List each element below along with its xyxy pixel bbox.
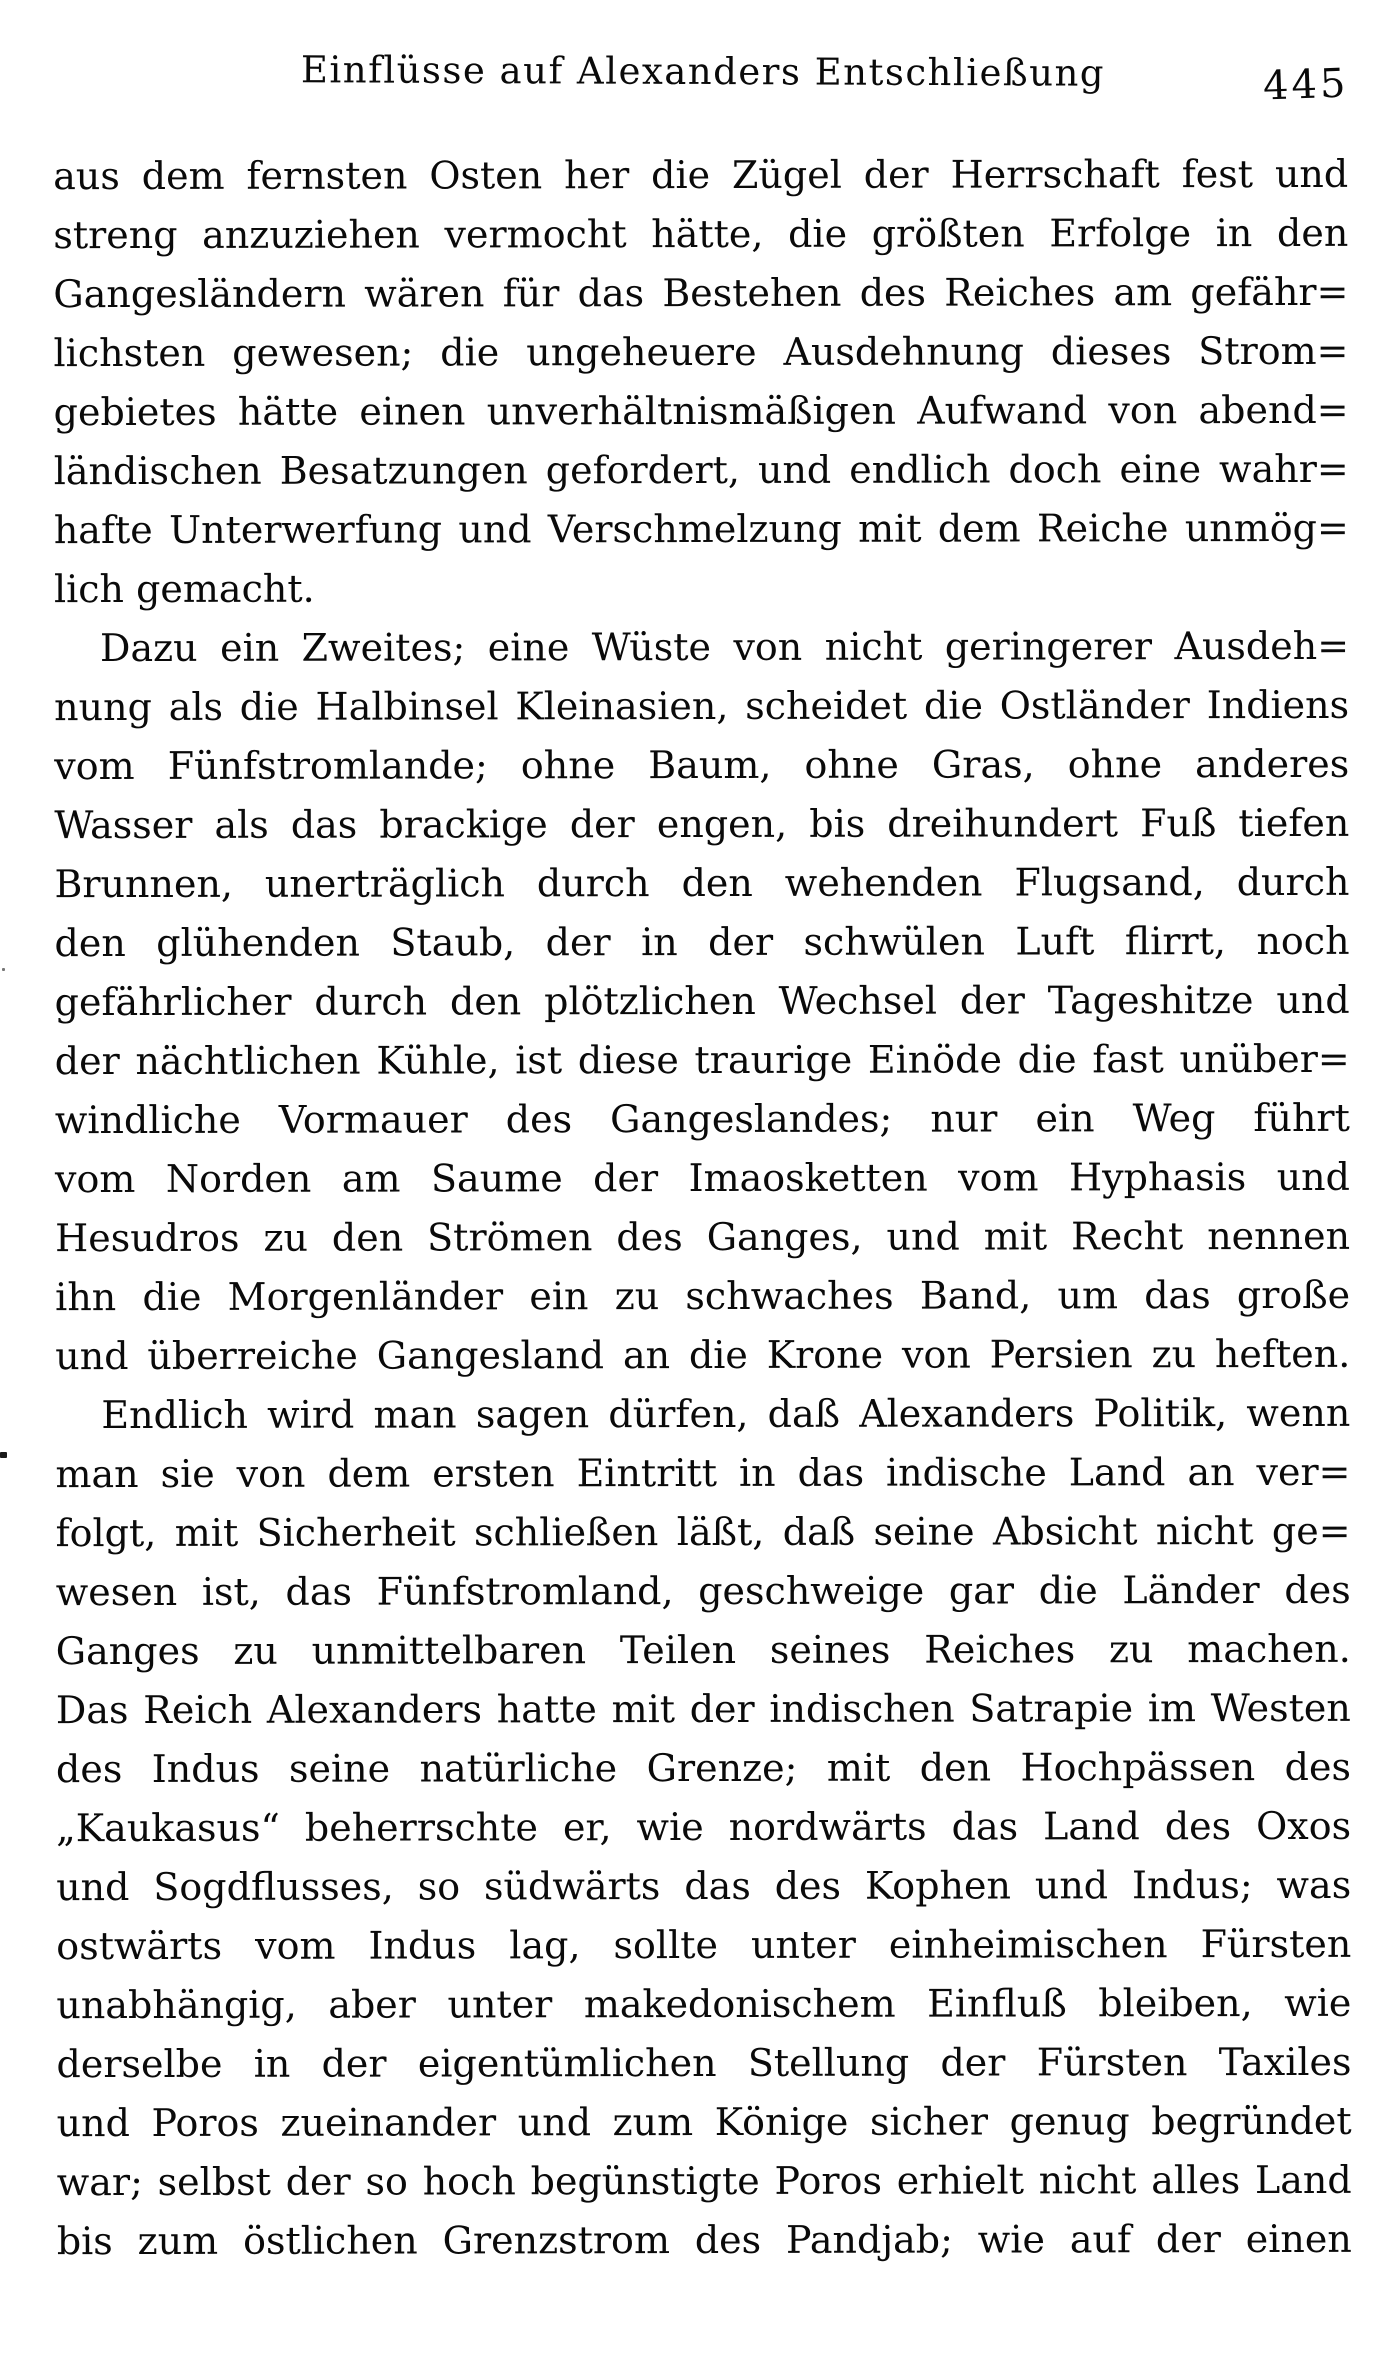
text-line: Endlich wird man sagen dürfen, daß Alexanders Politik, wenn <box>101 1390 1351 1438</box>
text-line: Das Reich Alexanders hatte mit der indischen Satrapie im Westen <box>55 1685 1351 1733</box>
text-line: wesen ist, das Fünfstromland, geschweige gar die Länder des <box>55 1567 1351 1615</box>
text-line: ländischen Besatzungen gefordert, und endlich doch eine wahr= <box>53 446 1349 494</box>
scan-speck <box>2 968 5 971</box>
text-line: ostwärts vom Indus lag, sollte unter einheimischen Fürsten <box>56 1921 1352 1969</box>
text-line: aus dem fernsten Osten her die Zügel der Herrschaft fest und <box>53 151 1349 199</box>
text-line: lichsten gewesen; die ungeheuere Ausdehnung dieses Strom= <box>53 328 1349 376</box>
text-line: der nächtlichen Kühle, ist diese traurige Einöde die fast unüber= <box>54 1036 1350 1084</box>
paragraph <box>53 145 1349 619</box>
text-block <box>53 145 1352 2271</box>
text-line: den glühenden Staub, der in der schwülen Luft flirrt, noch <box>54 918 1350 966</box>
text-line: windliche Vormauer des Gangeslandes; nur ein Weg führt <box>54 1095 1350 1143</box>
scan-speck <box>0 1452 7 1458</box>
page-header <box>55 50 1350 120</box>
paragraph <box>55 1384 1352 2271</box>
text-line: lich gemacht. <box>53 566 315 612</box>
text-line: Ganges zu unmittelbaren Teilen seines Reiches zu machen. <box>55 1626 1351 1674</box>
text-line: und Sogdflusses, so südwärts das des Kophen und Indus; was <box>56 1862 1352 1910</box>
text-line: „Kaukasus“ beherrschte er, wie nordwärts das Land des Oxos <box>56 1803 1352 1851</box>
paragraph <box>54 617 1350 1386</box>
text-line: streng anzuziehen vermocht hätte, die größten Erfolge in den <box>53 210 1349 258</box>
page-number: 445 <box>1261 60 1349 110</box>
text-line: man sie von dem ersten Eintritt in das indische Land an ver= <box>55 1449 1351 1497</box>
text-line: derselbe in der eigentümlichen Stellung der Fürsten Taxiles <box>56 2039 1352 2087</box>
text-line: ihn die Morgenländer ein zu schwaches Band, um das große <box>55 1272 1351 1320</box>
text-line: und überreiche Gangesland an die Krone von Persien zu heften. <box>55 1331 1351 1379</box>
running-head-title: Einflüsse auf Alexanders Entschließung <box>300 48 1105 95</box>
text-line: folgt, mit Sicherheit schließen läßt, daß seine Absicht nicht ge= <box>55 1508 1351 1556</box>
text-line: vom Norden am Saume der Imaosketten vom Hyphasis und <box>54 1154 1350 1202</box>
text-line: bis zum östlichen Grenzstrom des Pandjab; wie auf der einen <box>56 2216 1352 2264</box>
text-line: Dazu ein Zweites; eine Wüste von nicht geringerer Ausdeh= <box>99 623 1350 671</box>
text-line: Hesudros zu den Strömen des Ganges, und mit Recht nennen <box>55 1213 1351 1261</box>
text-line: Wasser als das brackige der engen, bis dreihundert Fuß tiefen <box>54 800 1350 848</box>
text-line: Gangesländern wären für das Bestehen des Reiches am gefähr= <box>53 269 1349 317</box>
text-line: unabhängig, aber unter makedonischem Einfluß bleiben, wie <box>56 1980 1352 2028</box>
text-line: Brunnen, unerträglich durch den wehenden Flugsand, durch <box>54 859 1350 907</box>
text-line: des Indus seine natürliche Grenze; mit den Hochpässen des <box>55 1744 1352 1792</box>
text-line: gefährlicher durch den plötzlichen Wechsel der Tageshitze und <box>54 977 1350 1025</box>
text-line: nung als die Halbinsel Kleinasien, scheidet die Ostländer Indiens <box>54 682 1350 730</box>
text-line: war; selbst der so hoch begünstigte Poros erhielt nicht alles Land <box>56 2157 1352 2205</box>
text-line: hafte Unterwerfung und Verschmelzung mit dem Reiche unmög= <box>53 505 1349 553</box>
text-line: gebietes hätte einen unverhältnismäßigen Aufwand von abend= <box>53 387 1349 435</box>
text-line: und Poros zueinander und zum Könige sicher genug begründet <box>56 2098 1352 2146</box>
text-line: vom Fünfstromlande; ohne Baum, ohne Gras, ohne anderes <box>54 741 1350 789</box>
